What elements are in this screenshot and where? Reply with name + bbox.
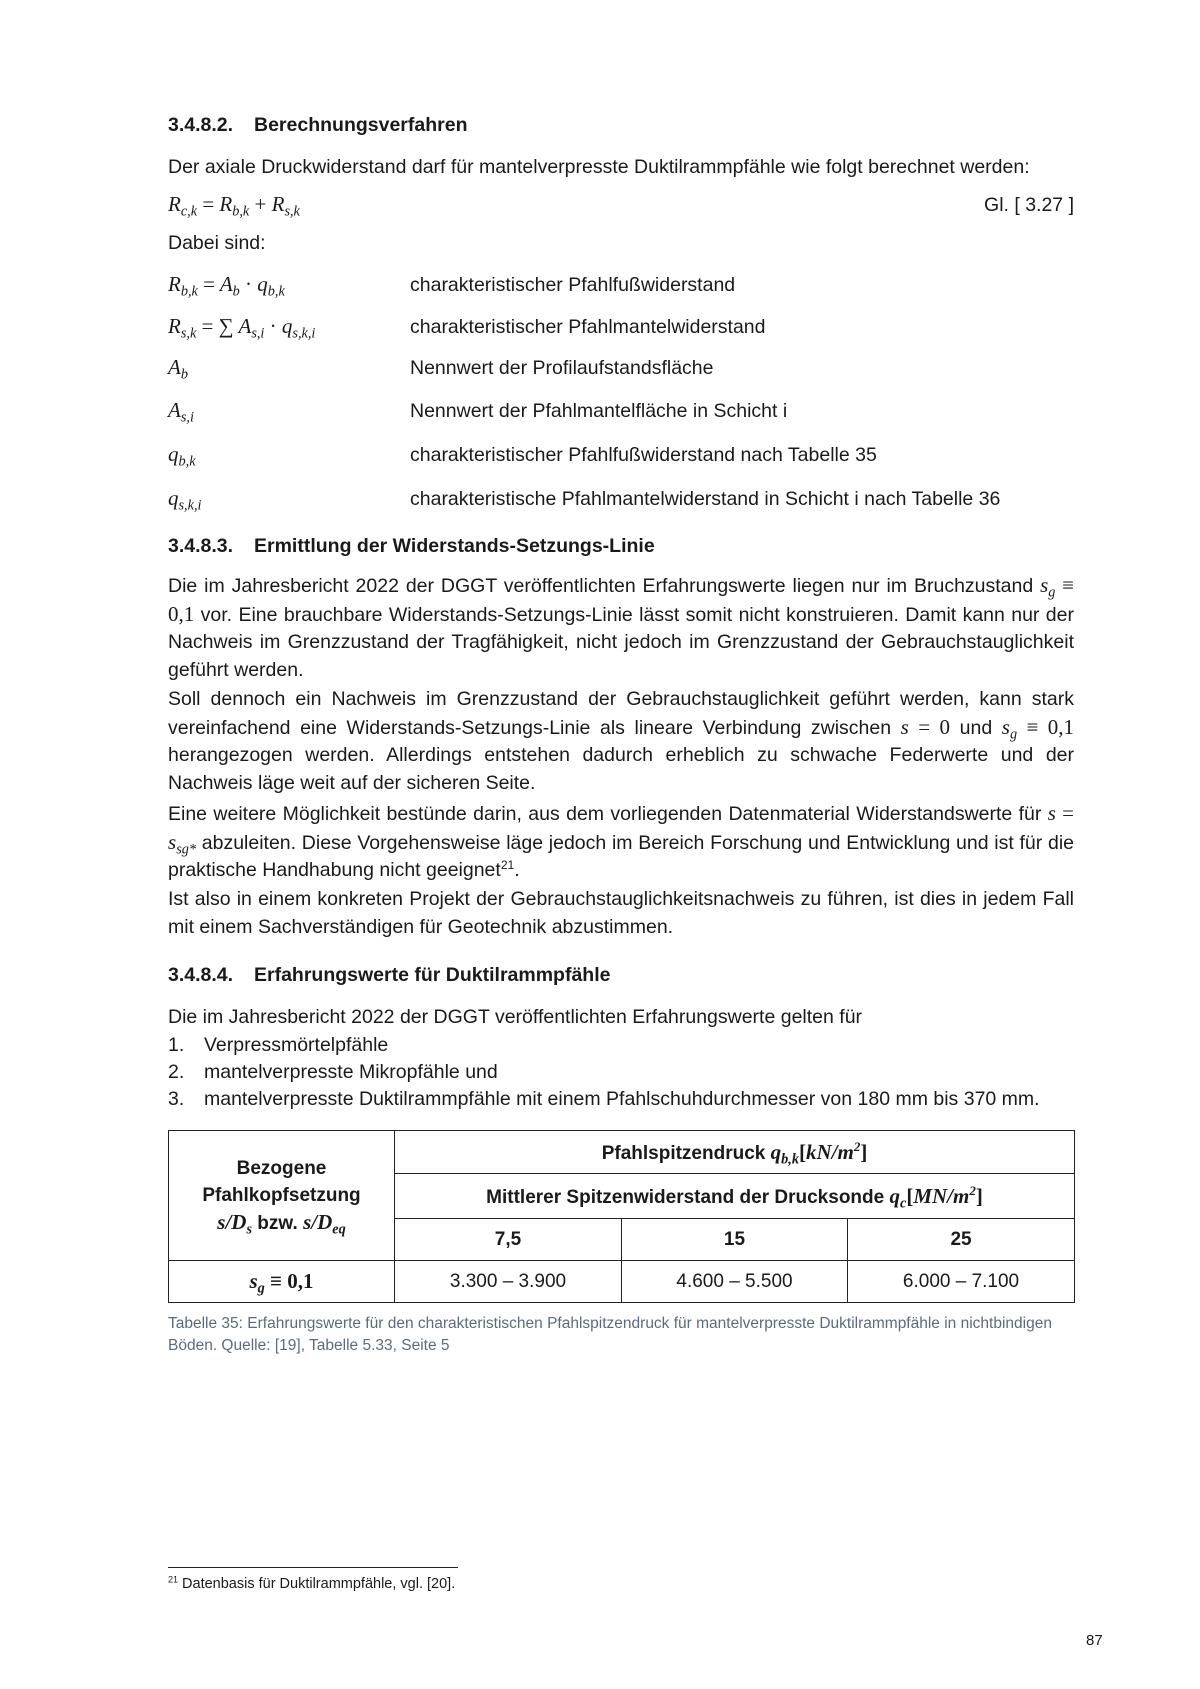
definition-symbol: $R_{b,k} = A_b \cdot q_{b,k}$	[168, 272, 285, 300]
definition-row	[168, 442, 1074, 472]
list-text: Verpressmörtelpfähle	[204, 1034, 389, 1056]
table-cell: 4.600 – 5.500	[622, 1261, 848, 1303]
list-text: mantelverpresste Mikropfähle und	[204, 1061, 498, 1083]
header-text: bzw.	[252, 1212, 304, 1234]
list-number: 3.	[168, 1088, 185, 1110]
table-corner-header	[169, 1131, 395, 1261]
inline-math: s = 0	[900, 714, 951, 739]
header-math: $s/D_s$	[217, 1209, 253, 1237]
equation-label: Gl. [ 3.27 ]	[984, 194, 1074, 216]
text-run: und	[959, 716, 993, 739]
definition-row	[168, 486, 1074, 516]
footnote-reference[interactable]: 21	[500, 857, 515, 872]
definition-row	[168, 355, 1074, 385]
list-intro: Die im Jahresbericht 2022 der DGGT veröffentlichten Erfahrungswerte gelten für	[168, 1006, 863, 1028]
list-text: mantelverpresste Duktilrammpfähle mit einem Pfahlschuhdurchmesser von 180 mm bis 370 mm.	[204, 1088, 1040, 1110]
paragraph-gebrauchstauglichkeit	[168, 686, 1074, 797]
page-number: 87	[1086, 1632, 1103, 1649]
text-run: .	[514, 859, 520, 881]
section-number: 3.4.8.2.	[168, 114, 234, 136]
list-item	[168, 1086, 1040, 1113]
definition-row	[168, 314, 1074, 344]
main-equation: $R_{c,k} = R_{b,k} + R_{s,k}$	[168, 192, 300, 220]
table-cell: 3.300 – 3.900	[395, 1261, 622, 1303]
definition-text: charakteristischer Pfahlmantelwiderstand	[410, 316, 766, 338]
where-text: Dabei sind:	[168, 232, 266, 254]
list-item	[168, 1032, 1040, 1059]
text-run: Die im Jahresbericht 2022 der DGGT veröffentlichten Erfahrungswerte liegen nur im Bruchzustand	[168, 575, 1034, 597]
header-math: $q_c[MN/m^2]$	[889, 1182, 983, 1211]
section-title: Erfahrungswerte für Duktilrammpfähle	[254, 964, 611, 986]
inline-math: $s = s_{sg*}$	[168, 801, 1074, 857]
intro-paragraph: Der axiale Druckwiderstand darf für mantelverpresste Duktilrammpfähle wie folgt berechnet werden:	[168, 156, 1030, 178]
footnote-divider	[168, 1567, 458, 1568]
definition-text: charakteristischer Pfahlfußwiderstand nach Tabelle 35	[410, 444, 877, 466]
definition-text: charakteristische Pfahlmantelwiderstand in Schicht i nach Tabelle 36	[410, 488, 1001, 510]
header-text: Bezogene	[236, 1157, 327, 1179]
table-header-mid	[395, 1174, 1075, 1219]
table-cell: 6.000 – 7.100	[848, 1261, 1075, 1303]
row-header	[169, 1261, 395, 1303]
section-heading	[168, 964, 610, 987]
text-run: vor. Eine brauchbare Widerstands-Setzungs-Linie lässt somit nicht konstruieren. Damit kann nur der Nachweis im Grenzzustand der Tragfähigkeit, nicht jedoch im Grenzzustand der Gebrauchstauglichkeit geführt werden.	[168, 603, 1074, 681]
section-number: 3.4.8.4.	[168, 964, 234, 986]
list-number: 1.	[168, 1034, 185, 1056]
text-run: Soll dennoch ein Nachweis im Grenzzustand der Gebrauchstauglichkeit geführt werden, kann stark vereinfachend eine Widerstands-Setzungs-Linie als lineare Verbindung zwischen	[168, 688, 1074, 739]
column-header: 15	[622, 1219, 848, 1261]
definition-text: charakteristischer Pfahlfußwiderstand	[410, 274, 736, 296]
text-run: Eine weitere Möglichkeit bestünde darin, aus dem vorliegenden Datenmaterial Widerstandswerte für	[168, 803, 1042, 825]
inline-math: $s_g \equiv 0,1$	[168, 573, 1075, 626]
footnote-text: Datenbasis für Duktilrammpfähle, vgl. [20].	[178, 1576, 456, 1592]
row-header-math: $s_g \equiv 0,1$	[249, 1269, 314, 1297]
table-caption: Tabelle 35: Erfahrungswerte für den charakteristischen Pfahlspitzendruck für mantelverpresste Duktilrammpfähle in nichtbindigen Böden. Quelle: [19], Tabelle 5.33, Seite 5	[168, 1315, 1052, 1354]
paragraph-sachverstaendiger: Ist also in einem konkreten Projekt der Gebrauchstauglichkeitsnachweis zu führen, ist dies in jedem Fall mit einem Sachverständigen für Geotechnik abzustimmen.	[168, 888, 1074, 938]
section-title: Berechnungsverfahren	[254, 114, 468, 136]
header-text: Pfahlkopfsetzung	[202, 1184, 361, 1206]
header-math: $s/D_{eq}$	[303, 1209, 346, 1237]
inline-math: $s_g \equiv 0,1$	[1001, 714, 1075, 742]
definition-symbol: $q_{b,k}$	[168, 442, 196, 470]
text-run: abzuleiten. Diese Vorgehensweise läge jedoch im Bereich Forschung und Entwicklung und ist für die praktische Handhabung nicht geeignet	[168, 831, 1074, 881]
paragraph-bruchzustand	[168, 572, 1074, 684]
header-text: Mittlerer Spitzenwiderstand der Drucksonde	[486, 1186, 890, 1208]
list-number: 2.	[168, 1061, 185, 1083]
definition-text: Nennwert der Pfahlmantelfläche in Schicht i	[410, 400, 788, 422]
definition-symbol: $A_{s,i}$	[168, 398, 194, 426]
section-heading	[168, 535, 655, 558]
section-number: 3.4.8.3.	[168, 535, 234, 557]
definition-symbol: $A_b$	[168, 355, 188, 383]
list-item	[168, 1059, 1040, 1086]
paragraph-moeglichkeit	[168, 800, 1074, 885]
section-title: Ermittlung der Widerstands-Setzungs-Linie	[254, 535, 655, 557]
definition-row	[168, 398, 1074, 428]
definition-symbol: $q_{s,k,i}$	[168, 486, 202, 514]
table-header-top	[395, 1131, 1075, 1174]
text-run: herangezogen werden. Allerdings entstehen dadurch erheblich zu schwache Federwerte und der Nachweis läge weit auf der sicheren Seite.	[168, 744, 1074, 794]
column-header: 25	[848, 1219, 1075, 1261]
definition-symbol: $R_{s,k}$ = ∑ $A_{s,i} \cdot q_{s,k,i}$	[168, 314, 316, 342]
definition-text: Nennwert der Profilaufstandsfläche	[410, 357, 714, 379]
numbered-list	[168, 1032, 1040, 1113]
footnote	[168, 1576, 455, 1592]
data-table	[168, 1130, 1075, 1303]
header-text: Pfahlspitzendruck	[601, 1142, 771, 1164]
header-math: $q_{b,k}[kN/m^2]$	[770, 1138, 868, 1167]
footnote-number: 21	[168, 1574, 178, 1585]
section-heading	[168, 114, 467, 137]
column-header: 7,5	[395, 1219, 622, 1261]
definition-row	[168, 272, 1074, 302]
